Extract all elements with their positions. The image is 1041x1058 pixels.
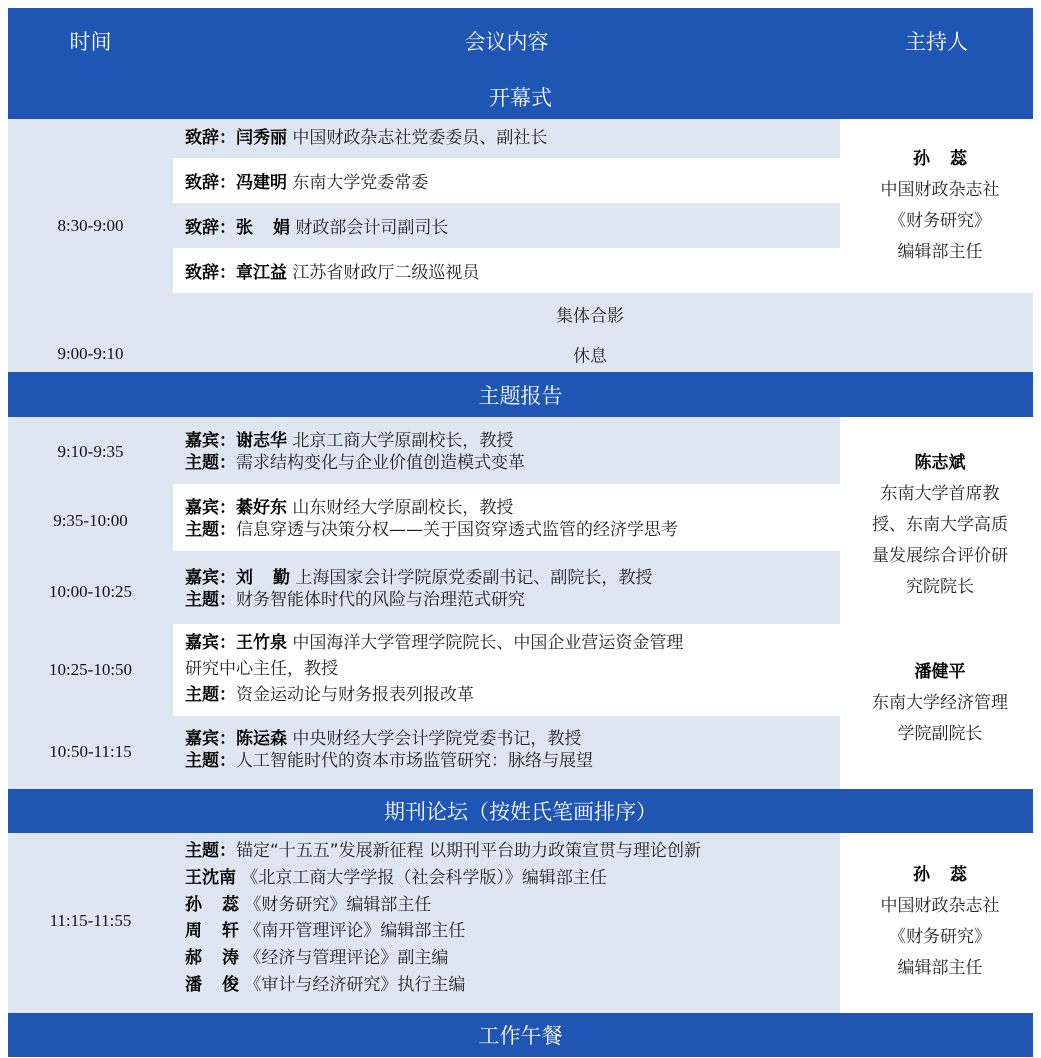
header-time: 时间	[8, 8, 173, 74]
speech-4: 致辞：章江益 江苏省财政厅二级巡视员	[185, 263, 480, 283]
talk-2-guest: 嘉宾：綦好东 山东财经大学原副校长，教授	[185, 498, 514, 518]
talk-4-title-cont: 研究中心主任，教授	[185, 659, 338, 679]
talk-3-topic: 主题：财务智能体时代的风险与治理范式研究	[185, 590, 525, 610]
forum-member-5: 潘 俊 《审计与经济研究》执行主编	[185, 975, 466, 995]
speech-3: 致辞：张 娟 财政部会计司副司长	[185, 218, 449, 238]
talk-1-guest: 嘉宾：谢志华 北京工商大学原副校长，教授	[185, 431, 514, 451]
opening-time: 8:30-9:00	[57, 216, 124, 235]
talk-2-topic: 主题：信息穿透与决策分权——关于国资穿透式监管的经济学思考	[185, 520, 678, 540]
section-lunch: 工作午餐	[8, 1013, 1033, 1057]
talk-3-time: 10:00-10:25	[48, 582, 133, 601]
talk-5-guest: 嘉宾：陈运森 中央财经大学会计学院党委书记，教授	[185, 729, 582, 749]
forum-host: 孙 蕊 中国财政杂志社 《财务研究》 编辑部主任	[880, 865, 1000, 978]
group-photo: 集体合影	[556, 306, 624, 327]
opening-host: 孙 蕊 中国财政杂志社 《财务研究》 编辑部主任	[880, 149, 1000, 262]
forum-member-4: 郝 涛 《经济与管理评论》副主编	[185, 948, 449, 968]
keynote-host-1: 陈志斌 东南大学首席教 授、东南大学高质 量发展综合评价研 究院院长	[872, 453, 1008, 597]
talk-5-topic: 主题：人工智能时代的资本市场监管研究：脉络与展望	[185, 751, 593, 771]
forum-time: 11:15-11:55	[49, 911, 132, 930]
section-opening: 开幕式	[8, 74, 1033, 119]
keynote-host-2: 潘健平 东南大学经济管理 学院副院长	[872, 662, 1008, 744]
forum-topic: 主题：锚定“十五五”发展新征程 以期刊平台助力政策宣贯与理论创新	[185, 841, 702, 861]
speech-1: 致辞：闫秀丽 中国财政杂志社党委委员、副社长	[185, 128, 548, 148]
talk-4-time: 10:25-10:50	[48, 660, 133, 679]
section-forum: 期刊论坛（按姓氏笔画排序）	[8, 789, 1033, 833]
section-keynote: 主题报告	[8, 372, 1033, 417]
header-content: 会议内容	[173, 8, 840, 74]
talk-5-time: 10:50-11:15	[49, 742, 132, 761]
forum-member-1: 王沈南 《北京工商大学学报（社会科学版）》编辑部主任	[185, 868, 607, 888]
break-time: 9:00-9:10	[57, 344, 124, 363]
talk-1-topic: 主题：需求结构变化与企业价值创造模式变革	[185, 453, 525, 473]
forum-member-3: 周 轩 《南开管理评论》编辑部主任	[185, 921, 466, 941]
break-label: 休息	[573, 346, 607, 367]
header-host: 主持人	[840, 8, 1033, 74]
talk-2-time: 9:35-10:00	[53, 511, 128, 530]
speech-2: 致辞：冯建明 东南大学党委常委	[185, 173, 429, 193]
talk-3-guest: 嘉宾：刘 勤 上海国家会计学院原党委副书记、副院长，教授	[185, 568, 653, 588]
talk-4-guest: 嘉宾：王竹泉 中国海洋大学管理学院院长、中国企业营运资金管理	[185, 633, 684, 653]
forum-member-2: 孙 蕊 《财务研究》编辑部主任	[185, 895, 432, 915]
talk-1-time: 9:10-9:35	[57, 442, 124, 461]
talk-4-topic: 主题：资金运动论与财务报表列报改革	[185, 685, 474, 705]
